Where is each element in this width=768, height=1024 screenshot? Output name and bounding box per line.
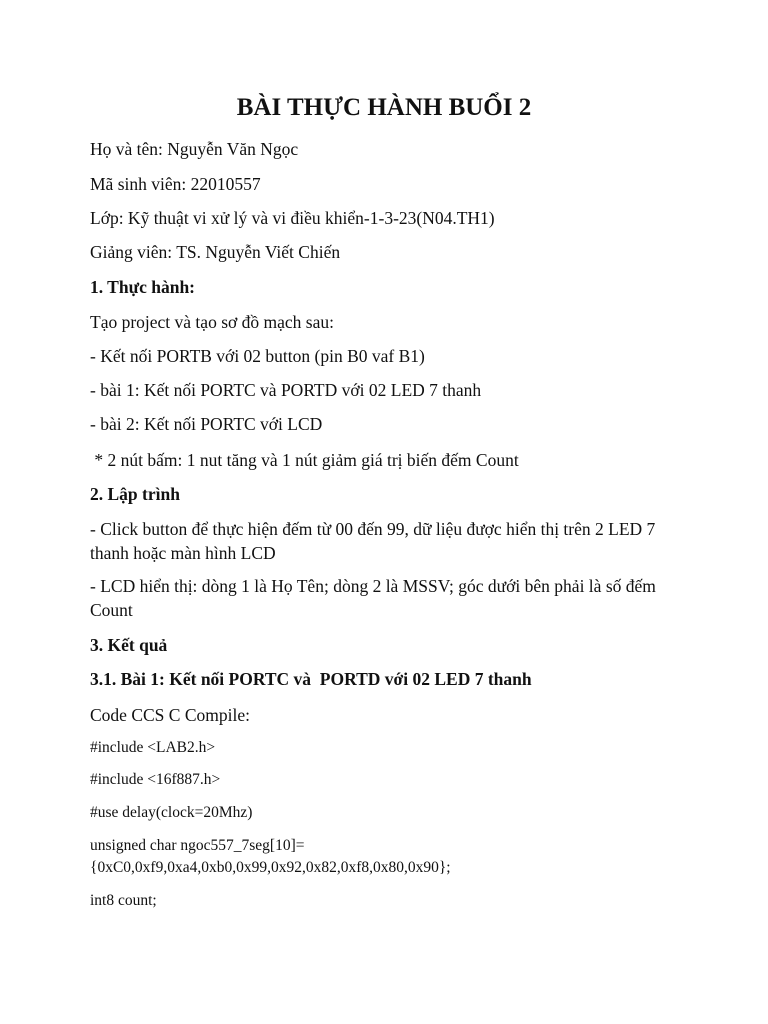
section-1-item: - bài 1: Kết nối PORTC và PORTD với 02 LED 7 thanh	[90, 380, 482, 400]
student-name: Họ và tên: Nguyễn Văn Ngọc	[90, 139, 299, 159]
page-title: BÀI THỰC HÀNH BUỔI 2	[236, 94, 532, 121]
section-2-item: - Click button để thực hiện đếm từ 00 đến 99, dữ liệu được hiển thị trên 2 LED 7 thanh hoặc màn hình LCD	[90, 519, 656, 563]
section-3-1-heading: 3.1. Bài 1: Kết nối PORTC và PORTD với 02 LED 7 thanh	[90, 669, 532, 689]
code-line: unsigned char ngoc557_7seg[10]= {0xC0,0xf9,0xa4,0xb0,0x99,0x92,0x82,0xf8,0x80,0x90};	[90, 837, 451, 876]
section-3-heading: 3. Kết quả	[90, 635, 168, 655]
code-line: #use delay(clock=20Mhz)	[90, 804, 253, 821]
code-line: #include <LAB2.h>	[90, 739, 216, 756]
section-1-item: - bài 2: Kết nối PORTC với LCD	[90, 414, 323, 434]
code-label: Code CCS C Compile:	[90, 705, 250, 725]
code-line: int8 count;	[90, 892, 157, 909]
section-1-item: * 2 nút bấm: 1 nut tăng và 1 nút giảm giá trị biến đếm Count	[90, 450, 519, 470]
section-2-item: - LCD hiển thị: dòng 1 là Họ Tên; dòng 2 là MSSV; góc dưới bên phải là số đếm Count	[90, 576, 656, 620]
section-2-heading: 2. Lập trình	[90, 484, 180, 504]
class-name: Lớp: Kỹ thuật vi xử lý và vi điều khiển-1-3-23(N04.TH1)	[90, 208, 495, 228]
section-1-heading: 1. Thực hành:	[90, 277, 196, 297]
section-1-intro: Tạo project và tạo sơ đồ mạch sau:	[90, 312, 334, 332]
code-line: #include <16f887.h>	[90, 771, 221, 788]
student-id: Mã sinh viên: 22010557	[90, 174, 261, 194]
section-1-item: - Kết nối PORTB với 02 button (pin B0 vaf B1)	[90, 346, 425, 366]
lecturer-name: Giảng viên: TS. Nguyễn Viết Chiến	[90, 242, 341, 262]
